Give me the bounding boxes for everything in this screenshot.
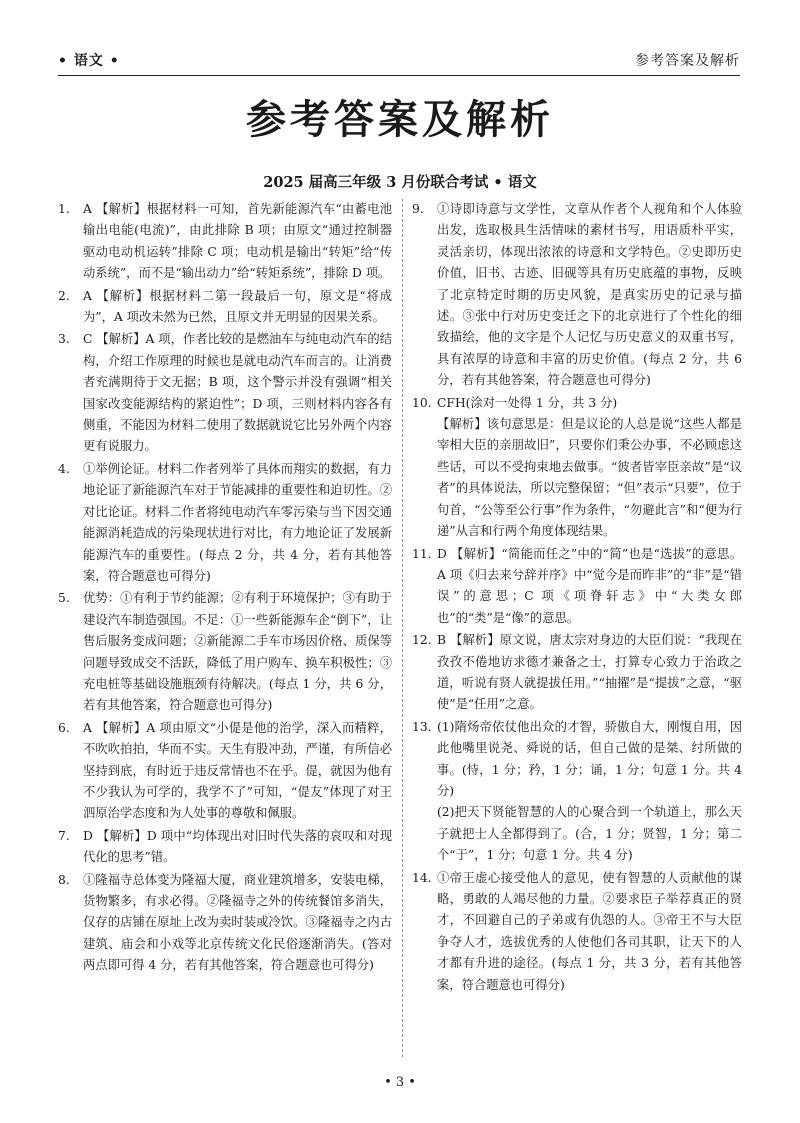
answer-item	[412, 717, 742, 867]
answer-text: (1)隋炀帝依仗他出众的才智，骄傲自大，刚愎自用，因此他嘴里说尧、舜说的话，但自己做的是桀、纣所做的事。(恃，1 分；矜，1 分；诵，1 分；句意 1 分。共 4 分)	[437, 719, 742, 798]
answer-item	[58, 718, 392, 825]
column-divider	[402, 199, 403, 1057]
answer-text: CFH(涂对一处得 1 分，共 3 分)	[437, 395, 618, 410]
answer-text: ①诗即诗意与文学性，文章从作者个人视角和个人体验出发，选取极具生活情味的素材书写，用语质朴平实，灵活亲切，体现出浓浓的诗意和文学特色。②史即历史价值，旧书、古迹、旧砚等具有历史底蕴的事物，反映了北京特定时期的历史风貌，是真实历史的记录与描述。③张中行对历史变迁之下的北京进行了个性化的细致描绘，他的文字是个人记忆与历史意义的双重书写，具有浓厚的诗意和丰富的历史价值。(每点 2 分，共 6 分，若有其他答案，符合题意也可得分)	[437, 202, 742, 388]
question-number: 11.	[412, 546, 432, 561]
question-number: 1.	[58, 202, 70, 216]
answer-item	[58, 826, 392, 869]
left-column	[58, 199, 392, 977]
answer-text: D 【解析】“简能而任之”中的“简”也是“选拔”的意思。A 项《归去来兮辞并序》中“觉今是而昨非”的“非”是“错误”的意思；C 项《项脊轩志》中“大类女郎也”的“类”是“像”的意思。	[437, 546, 742, 625]
exam-subtitle: 2025 届高三年级 3 月份联合考试 • 语文	[263, 174, 537, 191]
question-number: 10.	[412, 395, 432, 410]
answer-text: D 【解析】D 项中“均体现出对旧时代失落的哀叹和对现代化的思考”错。	[83, 828, 392, 865]
answer-text: A 【解析】A 项由原文“小偍是他的治学，深入而精粹，不吹吹拍拍，华而不实。天生有股冲劲，严谨，有所信必坚持到底，有时近于违反常情也不在乎。偍，就因为他有不少我认为可学的，我学不了”可知，“偍友”体现了对王泗原治学态度和为人处事的尊敬和佩服。	[83, 720, 392, 821]
answer-text: ①隆福寺总体变为隆福大厦，商业建筑增多，安装电梯，货物繁多，有求必得。②隆福寺之外的传统餐馆多消失，仅存的店铺在原址上改为卖时装或冷饮。③隆福寺之内古建筑、庙会和小戏等北京传统文化民俗逐渐消失。(答对两点即可得 4 分，若有其他答案，符合题意也可得分)	[83, 872, 392, 973]
answer-item	[58, 588, 392, 716]
question-number: 3.	[58, 332, 70, 347]
question-number: 4.	[58, 461, 70, 476]
question-number: 2.	[58, 288, 70, 303]
question-number: 13.	[412, 719, 432, 734]
answer-text: C 【解析】A 项，作者比较的是燃油车与纯电动汽车的结构，介绍工作原理的时候也是就电动汽车而言的。让消费者充满期待于文无据；B 项，这个警示并没有强调“相关国家改变能源结构的紧迫性”；D 项，三则材料内容各有侧重，不能因为材料二使用了数据就说它比另外两个内容更有说服力。	[83, 332, 392, 454]
answer-item	[412, 868, 742, 996]
question-number: 5.	[58, 591, 70, 606]
answer-item	[412, 630, 742, 716]
answer-item	[58, 286, 392, 329]
answer-item	[412, 393, 742, 543]
page-header	[58, 50, 740, 72]
answer-item	[58, 870, 392, 977]
answer-text: B 【解析】原文说，唐太宗对身边的大臣们说：“我现在孜孜不倦地访求德才兼备之士，打算专心致力于治政之道，听说有贤人就提拔任用。”“抽擢”是“提拔”之意，“驱使”是“任用”之意。	[437, 633, 742, 712]
right-column	[412, 199, 742, 996]
header-subject: • 语文 •	[58, 53, 120, 69]
answer-item	[412, 544, 742, 630]
question-number: 14.	[412, 870, 432, 885]
answer-analysis: 【解析】该句意思是：但是议论的人总是说“这些人都是宰相大臣的亲朋故旧”，只要你们秉公办事，不必顾虑这些话，可以不受拘束地去做事。“彼者皆宰臣亲故”是“议者”的具体说法，所以完整保留；“但”表示“只要”，位于句首，“公等至公行事”作为条件，“勿避此言”和“便为行递”从言和行两个角度体现结果。	[437, 417, 742, 539]
page-title: 参考答案及解析	[246, 97, 554, 143]
answer-text: (2)把天下贤能智慧的人的心聚合到一个轨道上，那么天子就把士人全都得到了。(合，1 分；贤智，1 分；第二个“于”，1 分；句意 1 分。共 4 分)	[437, 805, 742, 863]
page-number: • 3 •	[384, 1075, 416, 1090]
answer-text: 优势：①有利于节约能源；②有利于环境保护；③有助于建设汽车制造强国。不足：①一些新能源车企“倒下”，让售后服务变成问题；②新能源二手车市场因价格、质保等问题导致成交不活跃，降低了用户购车、换车积极性；③充电桩等基础设施瓶颈有待解决。(每点 1 分，共 6 分，若有其他答案，符合题意也可得分)	[83, 591, 392, 713]
question-number: 8.	[58, 872, 70, 887]
answer-item	[58, 329, 392, 457]
answer-item	[58, 459, 392, 587]
answer-item	[58, 199, 392, 285]
question-number: 9.	[412, 202, 424, 216]
answer-text: ①举例论证。材料二作者列举了具体而翔实的数据，有力地论证了新能源汽车对于节能减排的重要性和迫切性。②对比论证。材料二作者将纯电动汽车零污染与当下因交通能源消耗造成的污染现状进行对比，有力地论证了发展新能源汽车的重要性。(每点 2 分，共 4 分，若有其他答案，符合题意也可得分)	[83, 461, 392, 583]
header-section: 参考答案及解析	[635, 53, 740, 69]
question-number: 6.	[58, 720, 70, 735]
question-number: 12.	[412, 633, 432, 648]
answer-text: ①帝王虚心接受他人的意见，使有智慧的人贡献他的谋略，勇敢的人竭尽他的力量。②要求臣子举荐真正的贤才，不回避自己的子弟或有仇怨的人。③帝王不与大臣争夺人才，选拔优秀的人使他们各司其职，让天下的人才都有升进的途径。(每点 1 分，共 3 分，若有其他答案，符合题意也可得分)	[437, 870, 742, 992]
question-number: 7.	[58, 828, 70, 843]
answer-text: A 【解析】根据材料二第一段最后一句，原文是“将成为”，A 项改未然为已然，且原文并无明显的因果关系。	[83, 288, 392, 325]
answer-item	[412, 199, 742, 392]
answer-text: A 【解析】根据材料一可知，首先新能源汽车“由蓄电池输出电能(电流)”，由此排除 B 项；由原文“通过控制器驱动电动机运转”排除 C 项；电动机是输出“转矩”给“传动系统”，而不是“输出动力”给“转矩系统”，排除 D 项。	[83, 202, 392, 281]
header-rule	[58, 75, 740, 76]
